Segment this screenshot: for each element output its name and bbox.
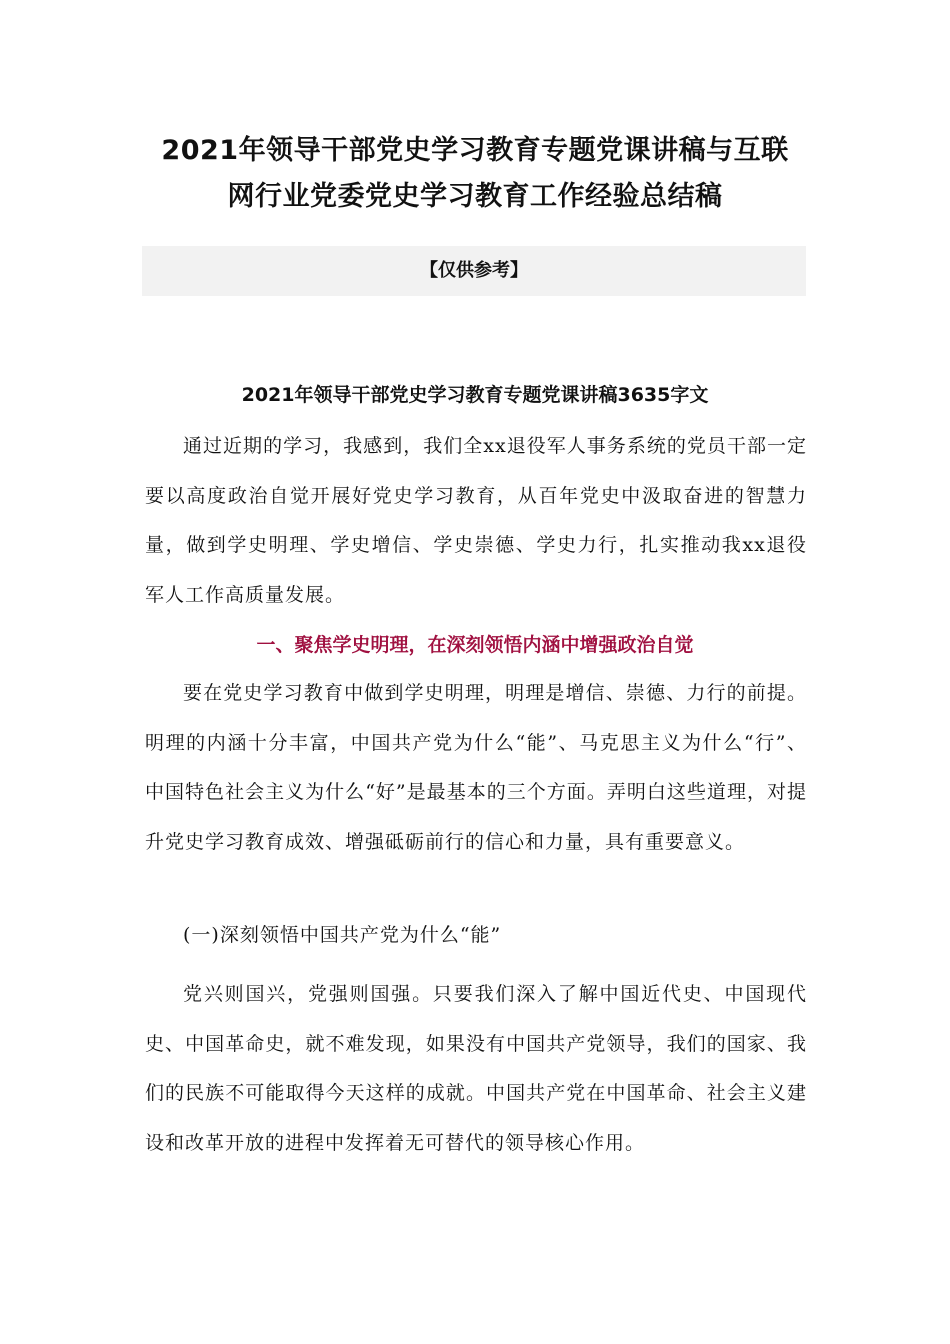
- article-subtitle: 2021年领导干部党史学习教育专题党课讲稿3635字文: [241, 384, 709, 406]
- paragraph-intro: 通过近期的学习，我感到，我们全xx退役军人事务系统的党员干部一定要以高度政治自觉开展好党史学习教育，从百年党史中汲取奋进的智慧力量，做到学史明理、学史增信、学史崇德、学史力行，扎实推动我xx退役军人工作高质量发展。: [145, 435, 807, 606]
- paragraph-section1: 要在党史学习教育中做到学史明理，明理是增信、崇德、力行的前提。明理的内涵十分丰富，中国共产党为什么“能”、马克思主义为什么“行”、中国特色社会主义为什么“好”是最基本的三个方面。弄明白这些道理，对提升党史学习教育成效、增强砥砺前行的信心和力量，具有重要意义。: [145, 682, 807, 853]
- section-heading-1: 一、聚焦学史明理，在深刻领悟内涵中增强政治自觉: [256, 634, 694, 656]
- paragraph-subsection1: 党兴则国兴，党强则国强。只要我们深入了解中国近代史、中国现代史、中国革命史，就不难发现，如果没有中国共产党领导，我们的国家、我们的民族不可能取得今天这样的成就。中国共产党在中国革命、社会主义建设和改革开放的进程中发挥着无可替代的领导核心作用。: [145, 983, 807, 1154]
- subsection-heading-1: (一)深刻领悟中国共产党为什么“能”: [183, 924, 502, 946]
- document-title: [140, 128, 810, 220]
- title-line-1: 2021年领导干部党史学习教育专题党课讲稿与互联: [161, 135, 789, 166]
- title-line-2: 网行业党委党史学习教育工作经验总结稿: [227, 181, 723, 212]
- disclaimer-banner: 【仅供参考】: [142, 246, 806, 296]
